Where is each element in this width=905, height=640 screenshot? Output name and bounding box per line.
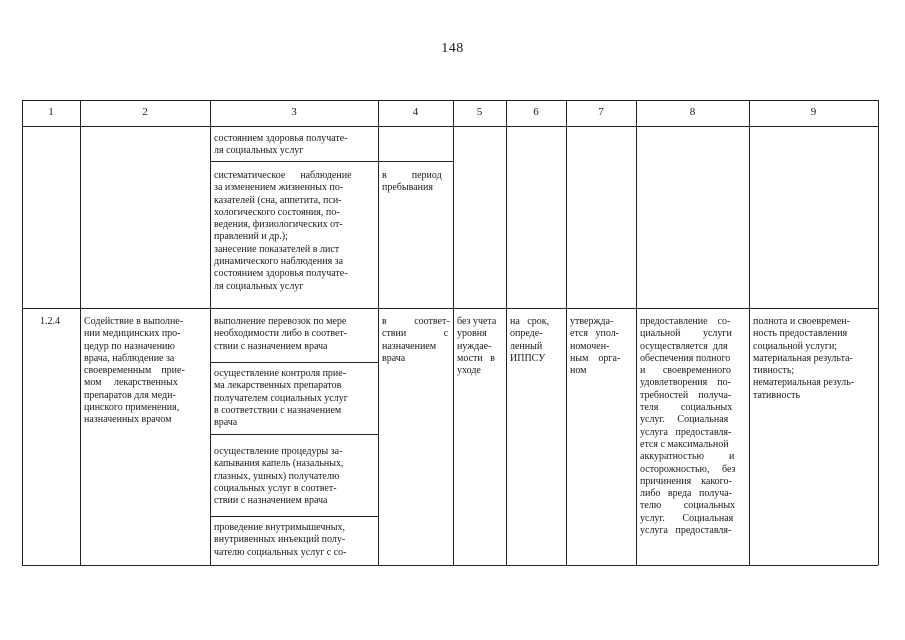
cost-approval-text <box>570 316 633 377</box>
text-line: предоставление со- <box>640 316 731 327</box>
text-line: утвержда- <box>570 316 614 327</box>
text-line: на срок, <box>510 316 550 327</box>
subcell-divider <box>210 434 378 435</box>
text-line: казателей (сна, аппетита, пси- <box>214 194 342 206</box>
text-line: осуществляется для <box>640 340 728 352</box>
service-term-text <box>510 316 564 365</box>
text-line: в период <box>382 170 442 181</box>
text-line: врача <box>382 352 406 364</box>
drops-procedure-text <box>214 446 376 507</box>
text-line: получателем социальных услуг <box>214 392 348 404</box>
column-header-3: 3 <box>291 106 297 118</box>
subcell-divider <box>210 516 378 517</box>
text-line: Содействие в выполне- <box>84 316 184 327</box>
text-line: пребывания <box>382 182 433 194</box>
column-divider <box>749 100 750 565</box>
column-header-9: 9 <box>810 106 817 118</box>
text-line: тивность; <box>753 365 795 377</box>
text-line: опреде- <box>510 328 543 340</box>
text-line: мом лекарственных <box>84 377 178 389</box>
injections-text <box>214 522 376 559</box>
column-divider <box>210 100 211 565</box>
text-line: аккуратностью и <box>640 451 735 463</box>
table-border-left <box>22 100 23 565</box>
text-line: назначением <box>382 340 437 352</box>
column-header-2: 2 <box>142 106 148 118</box>
text-line: цедур по назначению <box>84 340 175 352</box>
text-line: осуществление процедуры за- <box>214 446 343 457</box>
text-line: материальная результа- <box>753 352 853 364</box>
text-line: осторожностью, без <box>640 463 736 475</box>
text-line: либо вреда получа- <box>640 488 732 500</box>
text-line: без учета <box>457 316 497 327</box>
text-line: хологического состояния, по- <box>214 206 340 218</box>
text-line: причинения какого- <box>640 475 732 487</box>
text-line: ленный <box>510 340 543 352</box>
table-border-top <box>22 100 878 101</box>
text-line: врача, наблюдение за <box>84 352 175 364</box>
row-divider <box>22 308 878 309</box>
text-line: назначенных врачом <box>84 414 172 426</box>
subcell-divider <box>210 362 378 363</box>
text-line: состоянием здоровья получате- <box>214 268 348 280</box>
text-line: занесение показателей в лист <box>214 243 340 255</box>
text-line: врача <box>214 417 238 429</box>
text-line: нематериальная резуль- <box>753 377 855 389</box>
text-line: уходе <box>457 365 481 377</box>
header-divider <box>22 126 878 127</box>
text-line: услуга предоставля- <box>640 426 732 438</box>
column-divider <box>636 100 637 565</box>
text-line: нуждае- <box>457 340 492 352</box>
text-line: глазных, ушных) получателю <box>214 470 340 482</box>
page-number: 148 <box>441 41 464 56</box>
text-line: ведения, физиологических от- <box>214 219 343 231</box>
text-line: чателю социальных услуг с со- <box>214 546 347 558</box>
medication-control-text <box>214 368 376 429</box>
text-line: препаратов для меди- <box>84 389 176 401</box>
text-line: циальной услуги <box>640 328 732 340</box>
column-header-4: 4 <box>412 106 419 118</box>
text-line: теля социальных <box>640 402 733 414</box>
text-line: социальных услуг в соответ- <box>214 482 337 494</box>
transport-service-text <box>214 316 376 353</box>
text-line: требностей получа- <box>640 389 732 401</box>
text-line: услуга предоставля- <box>640 525 732 537</box>
text-line: ном <box>570 365 587 377</box>
column-header-8: 8 <box>689 106 696 118</box>
column-divider <box>80 100 81 565</box>
text-line: ется упол- <box>570 328 620 340</box>
text-line: номочен- <box>570 340 610 352</box>
column-divider <box>378 100 379 565</box>
text-line: ствии с назначением врача <box>214 340 328 352</box>
service-name-text <box>84 316 207 427</box>
column-header-6: 6 <box>533 106 539 118</box>
need-level-text <box>457 316 504 377</box>
text-line: за изменением жизненных по- <box>214 182 344 194</box>
text-line: тативность <box>753 389 801 401</box>
text-line: ма лекарственных препаратов <box>214 380 342 392</box>
text-line: осуществление контроля прие- <box>214 368 347 379</box>
text-line: уровня <box>457 328 487 340</box>
text-line: телю социальных <box>640 500 736 512</box>
text-line: состоянием здоровья получате- <box>214 133 348 144</box>
stay-period-text <box>382 170 450 195</box>
text-line: правлений и др.); <box>214 231 288 243</box>
column-divider <box>453 100 454 565</box>
text-line: необходимости либо в соответ- <box>214 328 348 340</box>
quality-indicators-text <box>753 316 876 402</box>
subcell-divider <box>210 161 453 162</box>
text-line: в соответ- <box>382 316 450 327</box>
column-divider <box>566 100 567 565</box>
text-line: мости в <box>457 352 495 364</box>
text-line: услуг. Социальная <box>640 414 729 426</box>
text-line: капывания капель (назальных, <box>214 458 344 470</box>
row-number: 1.2.4 <box>40 316 60 327</box>
service-continuation-text <box>214 133 376 158</box>
text-line: ИППСУ <box>510 352 546 364</box>
text-line: систематическое наблюдение <box>214 170 352 181</box>
column-header-1: 1 <box>48 106 54 118</box>
text-line: ствии с <box>382 328 449 340</box>
text-line: ется с максимальной <box>640 438 729 450</box>
service-conditions-text <box>640 316 747 537</box>
text-line: ным орга- <box>570 352 621 364</box>
text-line: нии медицинских про- <box>84 328 181 340</box>
text-line: ность предоставления <box>753 328 848 340</box>
column-header-7: 7 <box>598 106 604 118</box>
text-line: услуг. Социальная <box>640 512 734 524</box>
table-border-bottom <box>22 565 878 566</box>
text-line: ствии с назначением врача <box>214 495 328 507</box>
text-line: ля социальных услуг <box>214 280 304 292</box>
table-border-right <box>878 100 879 565</box>
text-line: обеспечения полного <box>640 352 731 364</box>
text-line: проведение внутримышечных, <box>214 522 345 533</box>
text-line: в соответствии с назначением <box>214 404 342 416</box>
text-line: полнота и своевремен- <box>753 316 850 327</box>
systematic-observation-text <box>214 170 376 293</box>
text-line: социальной услуги; <box>753 340 838 352</box>
column-divider <box>506 100 507 565</box>
text-line: и своевременного <box>640 365 731 377</box>
text-line: выполнение перевозок по мере <box>214 316 347 327</box>
text-line: цинского применения, <box>84 402 180 414</box>
text-line: ля социальных услуг <box>214 145 304 157</box>
column-header-5: 5 <box>476 106 483 118</box>
text-line: удовлетворения по- <box>640 377 731 389</box>
text-line: своевременным прие- <box>84 365 185 377</box>
service-volume-text <box>382 316 450 365</box>
text-line: динамического наблюдения за <box>214 256 344 268</box>
text-line: внутривенных инъекций полу- <box>214 534 346 546</box>
